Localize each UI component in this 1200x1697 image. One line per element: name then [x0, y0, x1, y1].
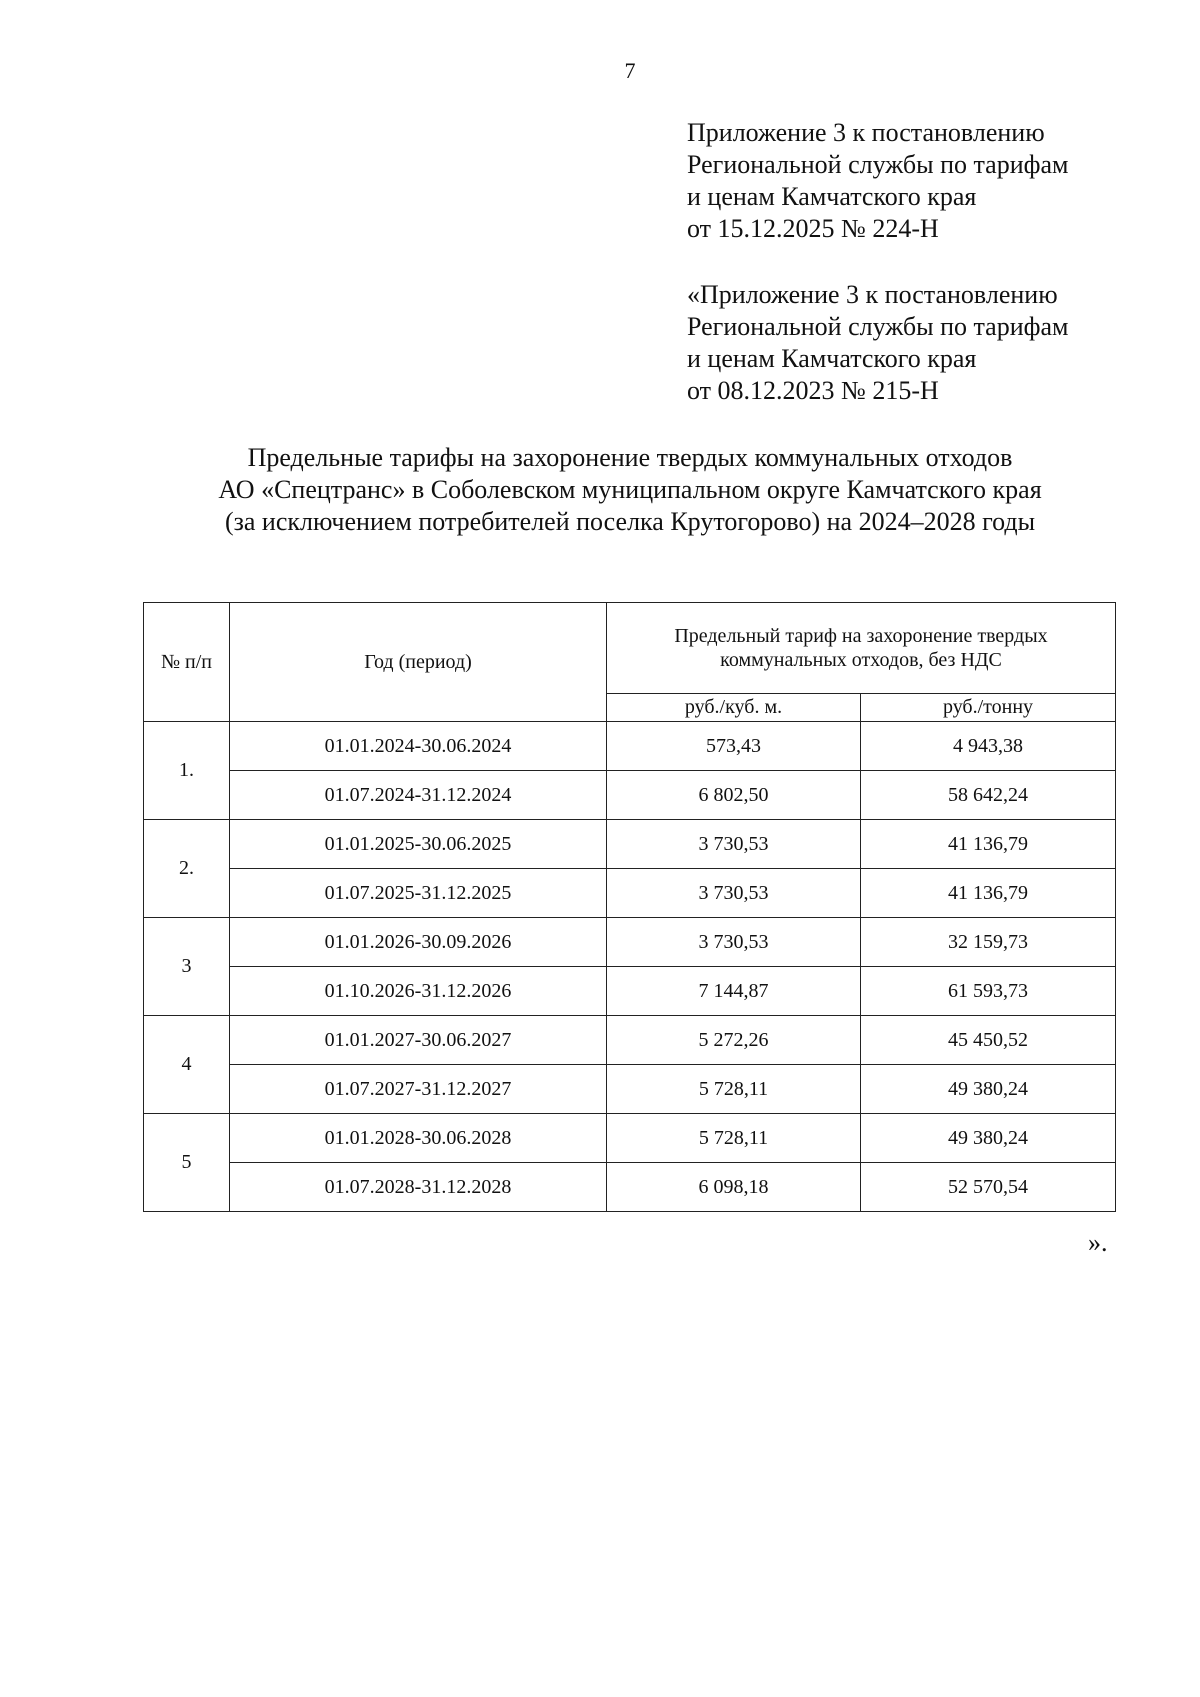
header-number: № п/п: [144, 603, 230, 722]
table-row: [144, 1163, 1116, 1212]
row-period: 01.01.2025-30.06.2025: [230, 820, 607, 869]
table-row: [144, 820, 1116, 869]
row-tariff-ton: 49 380,24: [861, 1065, 1116, 1114]
table-row: [144, 869, 1116, 918]
row-period: 01.10.2026-31.12.2026: [230, 967, 607, 1016]
appendix-line: от 15.12.2025 № 224-Н: [687, 214, 939, 243]
row-tariff-ton: 32 159,73: [861, 918, 1116, 967]
appendix-reference-current: [687, 117, 1068, 245]
header-unit-cubic: руб./куб. м.: [607, 694, 861, 722]
row-tariff-cubic: 573,43: [607, 722, 861, 771]
row-period: 01.01.2024-30.06.2024: [230, 722, 607, 771]
row-number: 2.: [144, 820, 230, 918]
row-tariff-ton: 49 380,24: [861, 1114, 1116, 1163]
appendix-reference-original: [687, 279, 1068, 407]
row-tariff-cubic: 6 098,18: [607, 1163, 861, 1212]
row-tariff-cubic: 3 730,53: [607, 869, 861, 918]
table-row: [144, 722, 1116, 771]
row-tariff-ton: 4 943,38: [861, 722, 1116, 771]
tariff-table: [143, 602, 1116, 1212]
row-tariff-cubic: 6 802,50: [607, 771, 861, 820]
row-number: 5: [144, 1114, 230, 1212]
row-number: 1.: [144, 722, 230, 820]
header-tariff-line: Предельный тариф на захоронение твердых: [674, 625, 1048, 647]
appendix-line: от 08.12.2023 № 215-Н: [687, 376, 939, 405]
appendix-line: «Приложение 3 к постановлению: [687, 280, 1058, 309]
row-period: 01.01.2028-30.06.2028: [230, 1114, 607, 1163]
header-unit-ton: руб./тонну: [861, 694, 1116, 722]
appendix-line: Региональной службы по тарифам: [687, 150, 1069, 179]
row-period: 01.07.2028-31.12.2028: [230, 1163, 607, 1212]
appendix-line: Приложение 3 к постановлению: [687, 118, 1045, 147]
table-row: [144, 1114, 1116, 1163]
table-row: [144, 918, 1116, 967]
title-line: Предельные тарифы на захоронение твердых коммунальных отходов: [247, 443, 1013, 472]
closing-quote: ».: [1088, 1228, 1108, 1257]
header-tariff-line: коммунальных отходов, без НДС: [720, 649, 1002, 671]
row-tariff-ton: 61 593,73: [861, 967, 1116, 1016]
row-tariff-cubic: 7 144,87: [607, 967, 861, 1016]
appendix-line: и ценам Камчатского края: [687, 344, 977, 373]
table-row: [144, 967, 1116, 1016]
row-tariff-cubic: 5 728,11: [607, 1114, 861, 1163]
row-tariff-ton: 58 642,24: [861, 771, 1116, 820]
row-tariff-ton: 41 136,79: [861, 869, 1116, 918]
page-number: 7: [624, 58, 636, 83]
table-row: [144, 1016, 1116, 1065]
row-period: 01.07.2025-31.12.2025: [230, 869, 607, 918]
row-tariff-cubic: 3 730,53: [607, 918, 861, 967]
header-tariff-group: [607, 603, 1116, 694]
row-tariff-ton: 52 570,54: [861, 1163, 1116, 1212]
title-line: АО «Спецтранс» в Соболевском муниципальном округе Камчатского края: [218, 475, 1042, 504]
row-period: 01.07.2027-31.12.2027: [230, 1065, 607, 1114]
title-line: (за исключением потребителей поселка Крутогорово) на 2024–2028 годы: [224, 507, 1036, 536]
row-tariff-cubic: 3 730,53: [607, 820, 861, 869]
row-number: 3: [144, 918, 230, 1016]
header-period: Год (период): [230, 603, 607, 722]
document-title: [0, 442, 1200, 538]
row-tariff-ton: 41 136,79: [861, 820, 1116, 869]
appendix-line: Региональной службы по тарифам: [687, 312, 1069, 341]
table-row: [144, 1065, 1116, 1114]
row-period: 01.07.2024-31.12.2024: [230, 771, 607, 820]
appendix-line: и ценам Камчатского края: [687, 182, 977, 211]
row-period: 01.01.2026-30.09.2026: [230, 918, 607, 967]
table-row: [144, 771, 1116, 820]
row-number: 4: [144, 1016, 230, 1114]
row-tariff-cubic: 5 272,26: [607, 1016, 861, 1065]
row-tariff-cubic: 5 728,11: [607, 1065, 861, 1114]
row-tariff-ton: 45 450,52: [861, 1016, 1116, 1065]
row-period: 01.01.2027-30.06.2027: [230, 1016, 607, 1065]
